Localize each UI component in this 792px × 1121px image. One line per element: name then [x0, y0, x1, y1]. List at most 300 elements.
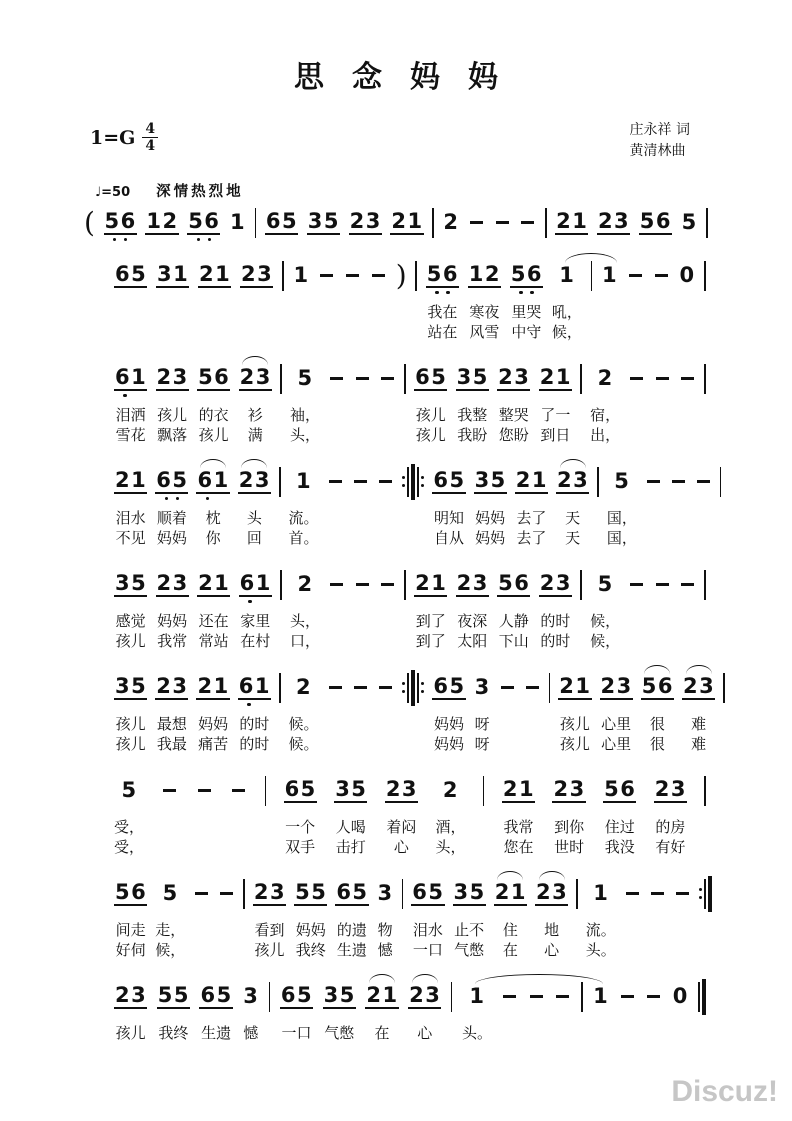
slur-arc: [497, 871, 523, 880]
note-column: [235, 356, 276, 445]
note: 2: [443, 210, 460, 234]
symbol-column: [716, 459, 726, 548]
note: 35: [115, 673, 148, 698]
symbol-column: [323, 459, 348, 548]
score-lines: [0, 200, 792, 1043]
note: 23: [654, 776, 687, 801]
symbol-column: [515, 200, 540, 245]
barline: [483, 776, 485, 806]
note-column: [535, 562, 576, 651]
note-column: [192, 665, 233, 754]
lyric-syllable: 孩儿: [157, 406, 188, 424]
note-column: [535, 356, 576, 445]
note-column: [286, 356, 324, 445]
note-column: [677, 200, 702, 245]
lyric-syllable: 吼，: [551, 303, 582, 321]
lyric-syllable: 您在: [503, 838, 534, 856]
note-column: [386, 200, 427, 245]
barline: [279, 673, 281, 703]
note-column: [331, 871, 372, 960]
barline: [255, 208, 257, 238]
note: 1: [469, 984, 486, 1008]
lyric-syllable: 孩儿: [115, 632, 146, 650]
note: 56: [188, 208, 221, 233]
note-column: [464, 253, 505, 342]
duration-dash: [163, 789, 176, 792]
note-column: [551, 200, 592, 245]
lyric-syllable: 妈妈: [157, 612, 188, 630]
barline: [704, 776, 706, 806]
note-column: [552, 459, 593, 548]
note: 5: [121, 778, 138, 802]
barline: [280, 364, 282, 394]
duration-dash: [329, 480, 342, 483]
symbol-column: [276, 562, 286, 651]
symbol-column: [700, 356, 710, 445]
lyric-syllable: 头，: [290, 426, 321, 444]
music-system: [80, 200, 712, 245]
duration-dash: [232, 789, 245, 792]
lyric-syllable: 国，: [606, 509, 637, 527]
note: 35: [307, 208, 340, 233]
octave-dot: [165, 497, 169, 501]
lyric-syllable: 生遗: [336, 941, 367, 959]
lyric-syllable: 妈妈: [156, 529, 187, 547]
lyric-syllable: 了一: [540, 406, 571, 424]
note-column: [290, 871, 331, 960]
note-column: [593, 200, 634, 245]
note-column: [554, 665, 595, 754]
symbol-column: [398, 665, 429, 754]
barline: [597, 467, 599, 497]
symbol-column: [700, 562, 710, 651]
lyric-syllable: 最想: [156, 715, 187, 733]
note: 23: [238, 467, 271, 492]
lyric-syllable: 自从: [433, 529, 464, 547]
lyric-syllable: 去了: [516, 509, 547, 527]
symbol-column: [550, 974, 575, 1043]
lyric-syllable: 我没: [604, 838, 635, 856]
note-column: [373, 871, 398, 960]
note: 5: [681, 210, 698, 234]
symbol-column: [624, 356, 649, 445]
note-column: [110, 768, 148, 857]
lyric-syllable: 袖，: [290, 406, 321, 424]
note: 56: [510, 261, 544, 286]
symbol-column: [447, 974, 457, 1043]
note: 5: [597, 572, 614, 596]
note: 23: [597, 208, 631, 233]
octave-dot: [248, 600, 252, 604]
symbol-column: [340, 253, 365, 342]
slur-arc: [686, 665, 712, 674]
note-column: [452, 356, 493, 445]
lyric-syllable: 有好: [655, 838, 686, 856]
lyric-syllable: 中守: [511, 323, 542, 341]
lyric-syllable: 着闷: [386, 818, 417, 836]
octave-dot: [123, 394, 127, 398]
lyric-syllable: 常站: [198, 632, 229, 650]
note: 21: [115, 467, 148, 492]
barline: [545, 208, 547, 238]
note: 23: [385, 776, 419, 801]
duration-dash: [356, 377, 369, 380]
note: 21: [366, 982, 399, 1007]
note-column: [110, 562, 151, 651]
note: 35: [323, 982, 356, 1007]
lyric-syllable: 在: [374, 1024, 390, 1042]
duration-dash: [629, 274, 642, 277]
slur-arc: [644, 665, 670, 674]
duration-dash: [379, 480, 392, 483]
lyric-syllable: 心: [417, 1024, 433, 1042]
lyric-syllable: 世时: [554, 838, 585, 856]
lyric-syllable: 好伺: [115, 941, 146, 959]
lyric-syllable: 头。: [461, 1024, 492, 1042]
lyric-syllable: 孩儿: [115, 735, 146, 753]
note-column: [249, 871, 290, 960]
lyric-syllable: 心: [544, 941, 560, 959]
symbol-column: [350, 356, 375, 445]
slur-arc: [560, 459, 586, 468]
note-column: [100, 200, 141, 245]
note-column: [548, 253, 586, 342]
note: 23: [115, 982, 148, 1007]
lyric-syllable: 妈妈: [475, 529, 506, 547]
slur-arc: [200, 459, 226, 468]
duration-dash: [656, 583, 669, 586]
note-column: [151, 871, 189, 960]
note-column: [238, 974, 263, 1043]
slur-arc: [369, 974, 395, 983]
note: 21: [502, 776, 536, 801]
tempo-marking: [95, 180, 792, 198]
symbol-column: [350, 562, 375, 651]
lyric-syllable: 到了: [415, 632, 446, 650]
note: 0: [672, 984, 689, 1008]
duration-dash: [647, 995, 660, 998]
duration-dash: [681, 377, 694, 380]
duration-dash: [330, 583, 343, 586]
symbol-column: [694, 974, 710, 1043]
note: 56: [498, 570, 531, 595]
expression-mark: 深情热烈地: [156, 184, 244, 200]
symbol-column: [495, 665, 520, 754]
symbol-column: [411, 253, 421, 342]
note: 56: [639, 208, 672, 233]
repeat-dots: [421, 682, 424, 693]
music-system: [110, 253, 710, 342]
note-column: [152, 356, 193, 445]
song-title: 思念妈妈: [294, 60, 526, 95]
note-column: [110, 253, 151, 342]
duration-dash: [320, 274, 333, 277]
duration-dash: [681, 583, 694, 586]
lyric-syllable: 的时: [540, 632, 571, 650]
symbol-column: [375, 356, 400, 445]
slur-arc: [242, 356, 268, 365]
lyric-syllable: 孩儿: [415, 406, 446, 424]
lyric-syllable: 一个: [285, 818, 316, 836]
barline: [243, 879, 245, 909]
lyric-syllable: 里哭: [511, 303, 542, 321]
symbol-column: [265, 974, 275, 1043]
note-column: [110, 974, 151, 1043]
duration-dash: [647, 480, 660, 483]
duration-dash: [672, 480, 685, 483]
duration-dash: [198, 789, 211, 792]
note-column: [234, 665, 275, 754]
symbol-column: [675, 562, 700, 651]
lyric-syllable: 孩儿: [254, 941, 285, 959]
note-column: [428, 665, 469, 754]
note-column: [531, 871, 572, 960]
repeat-dots: [402, 682, 405, 693]
lyric-syllable: 的时: [239, 715, 270, 733]
note: 2: [597, 366, 614, 390]
octave-dot: [446, 291, 450, 295]
note-column: [650, 768, 691, 857]
duration-dash: [621, 995, 634, 998]
note: 23: [456, 570, 489, 595]
duration-dash: [626, 892, 639, 895]
repeat-dots: [421, 476, 424, 487]
note-column: [261, 200, 302, 245]
note: 65: [284, 776, 317, 801]
note: 1: [230, 210, 247, 234]
music-system: [110, 562, 710, 651]
lyric-syllable: 间走: [115, 921, 146, 939]
duration-dash: [630, 583, 643, 586]
key-tonic: 1=G: [90, 126, 136, 149]
lyric-syllable: 候，: [155, 941, 186, 959]
note-column: [152, 253, 193, 342]
lyric-syllable: 流。: [288, 509, 319, 527]
note: 23: [557, 467, 590, 492]
duration-dash: [651, 892, 664, 895]
note-column: [192, 459, 233, 548]
lyric-syllable: 人静: [498, 612, 529, 630]
lyric-syllable: 心: [393, 838, 409, 856]
note-column: [407, 871, 448, 960]
symbol-column: [366, 253, 391, 342]
music-system: [110, 871, 710, 960]
lyric-syllable: 妈妈: [433, 715, 464, 733]
symbol-column: [251, 200, 261, 245]
symbol-column: [572, 871, 582, 960]
lyric-syllable: 地: [544, 921, 560, 939]
note: 65: [265, 208, 299, 233]
lyric-syllable: 头，: [435, 838, 466, 856]
symbol-column: [226, 768, 251, 857]
barline: [704, 261, 706, 291]
symbol-column: [479, 768, 489, 857]
lyric-syllable: 您盼: [498, 426, 529, 444]
lyric-syllable: 我常: [503, 818, 534, 836]
lyric-syllable: 到你: [554, 818, 585, 836]
note: 56: [115, 879, 148, 904]
note: 23: [239, 364, 272, 389]
note: 23: [600, 673, 633, 698]
note: 23: [553, 776, 586, 801]
symbol-column: [719, 665, 729, 754]
note: 3: [474, 675, 491, 699]
meta-row: [0, 120, 792, 164]
lyric-syllable: 候。: [288, 715, 319, 733]
octave-dot: [176, 497, 180, 501]
symbol-column: [348, 459, 373, 548]
octave-dot: [435, 291, 439, 295]
barline: [404, 570, 406, 600]
symbol-column: [645, 871, 670, 960]
lyric-syllable: 到日: [540, 426, 571, 444]
note: 65: [415, 364, 448, 389]
symbol-column: [239, 871, 249, 960]
note-column: [438, 200, 463, 245]
lyric-syllable: 到了: [415, 612, 446, 630]
lyric-syllable: 寒夜: [469, 303, 500, 321]
lyricist-credit: 庄永祥 词: [629, 122, 690, 138]
barline: [723, 673, 725, 703]
duration-dash: [195, 892, 208, 895]
lyric-syllable: 气憋: [324, 1024, 355, 1042]
note: 21: [198, 570, 231, 595]
barline: [279, 467, 281, 497]
note: 2: [297, 572, 314, 596]
note: 2: [295, 675, 313, 699]
lyric-syllable: 头: [246, 509, 262, 527]
lyric-syllable: 孩儿: [559, 715, 590, 733]
symbol-column: [278, 253, 288, 342]
lyric-syllable: 的时: [540, 612, 571, 630]
note-column: [637, 665, 678, 754]
lyric-syllable: 不见: [115, 529, 146, 547]
note-column: [319, 974, 360, 1043]
lyric-syllable: 下山: [498, 632, 529, 650]
lyric-syllable: 妈妈: [198, 715, 229, 733]
lyric-syllable: 太阳: [457, 632, 488, 650]
lyric-syllable: 的衣: [198, 406, 229, 424]
key-signature: [90, 122, 158, 153]
symbol-column: [641, 459, 666, 548]
note: 23: [539, 570, 572, 595]
symbol-column: [623, 253, 648, 342]
note-column: [603, 459, 641, 548]
symbol-column: [620, 871, 645, 960]
note-column: [285, 665, 323, 754]
lyric-syllable: 我终: [295, 941, 326, 959]
note: 21: [391, 208, 424, 233]
note: 21: [559, 673, 592, 698]
note: 61: [197, 467, 230, 492]
note: 21: [494, 879, 527, 904]
symbol-column: [691, 459, 716, 548]
octave-dot: [247, 703, 251, 707]
lyric-syllable: 心里: [601, 715, 632, 733]
note: 55: [295, 879, 328, 904]
barline: [549, 673, 551, 703]
duration-dash: [470, 221, 483, 224]
symbol-column: [261, 768, 271, 857]
duration-dash: [655, 274, 668, 277]
note-column: [151, 459, 192, 548]
lyric-syllable: 候。: [288, 735, 319, 753]
note-column: [498, 768, 539, 857]
octave-dot: [113, 238, 117, 242]
barline: [404, 364, 406, 394]
symbol-column: [700, 253, 710, 342]
note-column: [635, 200, 676, 245]
lyric-syllable: 站在: [427, 323, 458, 341]
barline: [415, 261, 417, 291]
meter-numerator: 4: [142, 122, 158, 138]
note: 21: [515, 467, 549, 492]
note: 65: [115, 261, 148, 286]
lyric-syllable: 我常: [157, 632, 188, 650]
duration-dash: [501, 686, 514, 689]
barline: [704, 570, 706, 600]
lyric-syllable: 我最: [156, 735, 187, 753]
music-system: [110, 356, 710, 445]
note-column: [153, 974, 194, 1043]
symbol-column: [323, 665, 348, 754]
symbol-column: [373, 459, 398, 548]
barline: [580, 570, 582, 600]
note-column: [110, 459, 151, 548]
note: 23: [156, 570, 189, 595]
lyric-syllable: 孩儿: [115, 715, 146, 733]
symbol-column: [189, 871, 214, 960]
lyric-syllable: 天: [565, 529, 581, 547]
barline: [265, 776, 267, 806]
note-column: [674, 253, 699, 342]
lyric-syllable: 痛苦: [198, 735, 229, 753]
duration-dash: [354, 480, 367, 483]
lyric-syllable: 受，: [114, 818, 145, 836]
symbol-column: [375, 562, 400, 651]
note-column: [404, 974, 445, 1043]
duration-dash: [496, 221, 509, 224]
metronome-mark: ♩=50: [95, 185, 131, 200]
barline: [280, 570, 282, 600]
symbol-column: [400, 356, 410, 445]
symbol-column: [400, 562, 410, 651]
octave-dot: [208, 238, 212, 242]
note: 35: [335, 776, 368, 801]
note-column: [470, 459, 511, 548]
repeat-dots: [699, 888, 702, 899]
duration-dash: [379, 686, 392, 689]
duration-dash: [330, 377, 343, 380]
note: 12: [146, 208, 179, 233]
note-column: [194, 253, 235, 342]
note-column: [152, 562, 193, 651]
lyric-syllable: 一口: [281, 1024, 312, 1042]
lyric-syllable: 飘落: [157, 426, 188, 444]
duration-dash: [329, 686, 342, 689]
note: 65: [412, 879, 445, 904]
note: 61: [115, 364, 148, 389]
lyric-syllable: 孩儿: [415, 426, 446, 444]
symbol-column: [650, 356, 675, 445]
lyric-syllable: 住: [502, 921, 518, 939]
lyric-syllable: 出，: [590, 426, 621, 444]
note-column: [381, 768, 422, 857]
note-column: [582, 871, 620, 960]
note-column: [428, 459, 469, 548]
note-column: [193, 562, 234, 651]
symbol-column: [587, 253, 597, 342]
